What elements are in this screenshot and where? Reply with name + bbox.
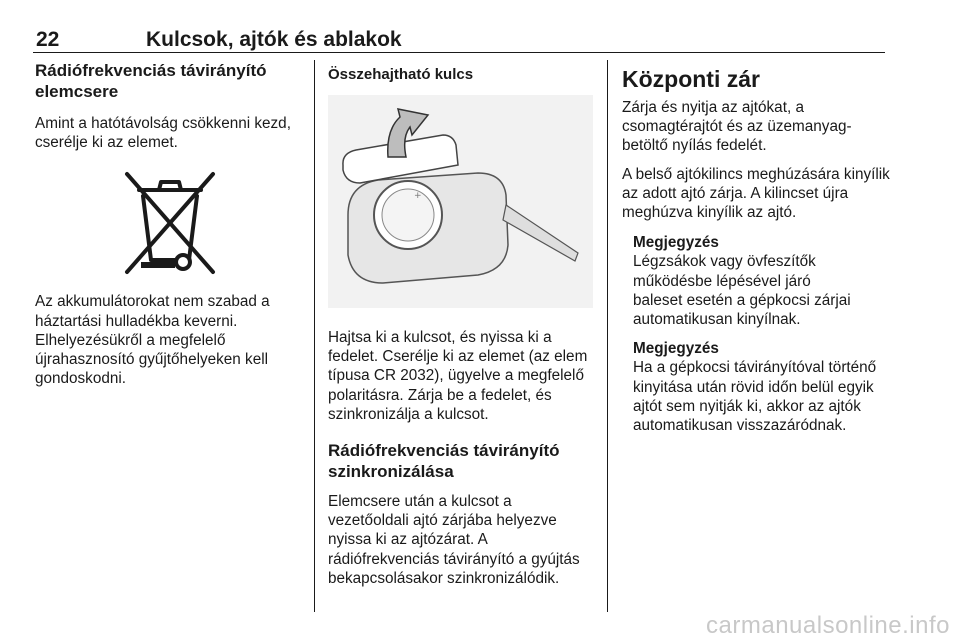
column-divider	[314, 60, 315, 612]
column-central-locking	[622, 60, 890, 435]
note-text: Ha a gépkocsi távirányítóval történő kinyitása után rövid időn belül egyik ajtót sem nyitják ki, akkor az ajtók automatikusan visszazáródnak.	[633, 359, 877, 435]
folding-key-battery-illustration	[328, 95, 593, 308]
section-heading-remote-sync: Rádiófrekvenciás távirányító szinkronizálása	[328, 441, 560, 482]
svg-text:+: +	[414, 191, 422, 201]
section-heading-battery-replacement: Rádiófrekvenciás távirányító elemcsere	[35, 61, 267, 101]
note-label: Megjegyzés	[633, 340, 719, 358]
chapter-title: Kulcsok, ajtók és ablakok	[146, 28, 402, 51]
note-block	[622, 339, 890, 435]
paragraph: Zárja és nyitja az ajtókat, a csomagtérajtót és az üzemanyag-betöltő nyílás fedelét.	[622, 99, 852, 155]
watermark: carmanualsonline.info	[706, 612, 950, 639]
section-heading-folding-key: Összehajtható kulcs	[328, 66, 474, 83]
paragraph: Elemcsere után a kulcsot a vezetőoldali ajtó zárjába helyezve nyissa ki az ajtózárat. A rádiófrekvenciás távirányító a gyújtás bekapcsolásakor szinkronizálódik.	[328, 493, 580, 587]
page-number: 22	[36, 28, 60, 51]
weee-disposal-icon	[115, 168, 225, 280]
paragraph: Az akkumulátorokat nem szabad a háztartási hulladékba keverni. Elhelyezésükről a megfelelő újrahasznosító gyűjtőhelyeken kell gondoskodni.	[35, 293, 270, 388]
column-divider	[607, 60, 608, 612]
note-block	[622, 233, 890, 329]
paragraph: Hajtsa ki a kulcsot, és nyissa ki a fedelet. Cserélje ki az elemet (az elem típusa CR 2032), ügyelve a megfelelő polaritásra. Zárja be a fedelet, és szinkronizálja a kulcsot.	[328, 329, 588, 423]
column-battery-replacement	[35, 60, 303, 388]
page-header	[33, 22, 885, 53]
column-folding-key	[328, 60, 596, 588]
note-text: Légzsákok vagy övfeszítők működésbe lépésével járó baleset esetén a gépkocsi zárjai automatikusan kinyílnak.	[633, 253, 851, 329]
paragraph: A belső ajtókilincs meghúzására kinyílik az adott ajtó zárja. A kilincset újra meghúzva kinyílik az ajtó.	[622, 165, 890, 222]
paragraph: Amint a hatótávolság csökkenni kezd, cserélje ki az elemet.	[35, 115, 291, 152]
note-label: Megjegyzés	[633, 234, 719, 252]
section-heading-central-locking: Központi zár	[622, 66, 760, 92]
